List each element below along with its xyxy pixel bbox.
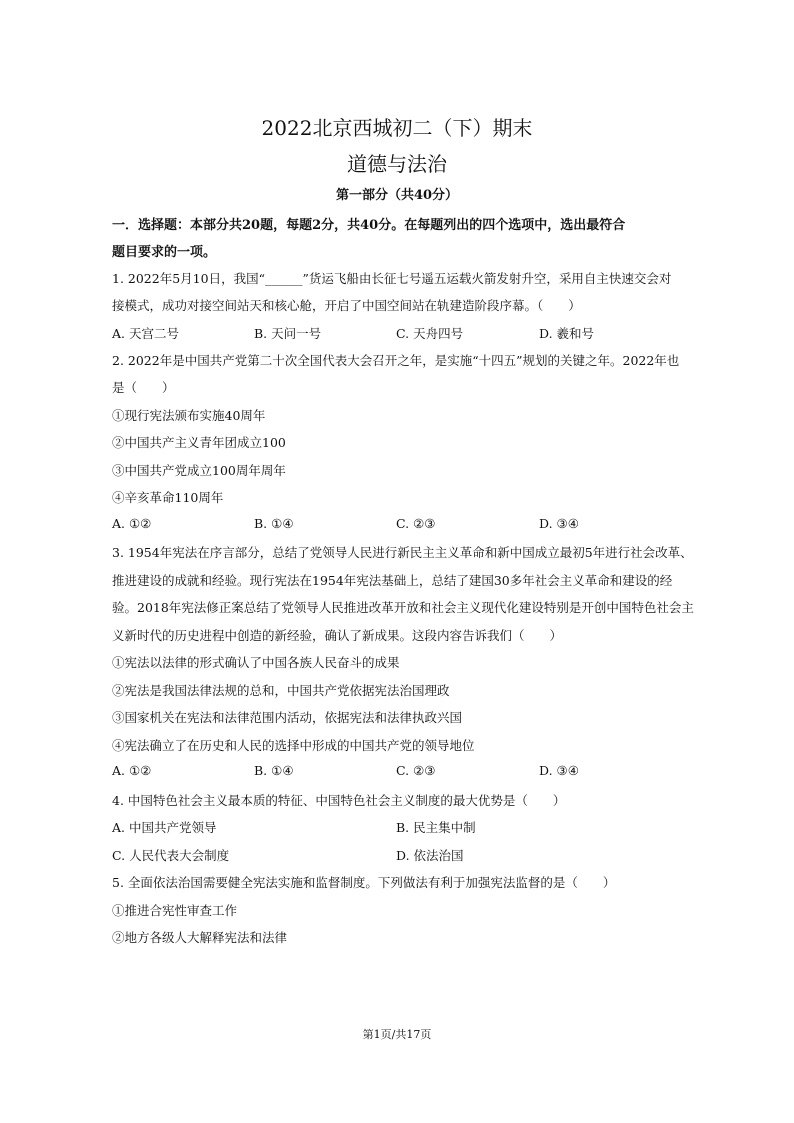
q2-item-4: ④辛亥革命110周年 xyxy=(112,490,224,505)
q4-option-d: D. 依法治国 xyxy=(396,848,464,863)
q4-option-a: A. 中国共产党领导 xyxy=(112,820,217,835)
q5-item-1: ①推进合宪性审查工作 xyxy=(112,903,238,918)
section-instruction-line1: 一．选择题：本部分共20题，每题2分，共40分。在每题列出的四个选项中，选出最符合 xyxy=(112,218,626,233)
subject-title: 道德与法治 xyxy=(347,152,447,176)
q1-stem-line1: 1. 2022年5月10日，我国“______”货运飞船由长征七号遥五运载火箭发射升空，采用自主快速交会对 xyxy=(112,271,672,286)
q3-option-c: C. ②③ xyxy=(396,763,436,778)
q3-item-4: ④宪法确立了在历史和人民的选择中形成的中国共产党的领导地位 xyxy=(112,738,475,753)
section-instruction-line2: 题目要求的一项。 xyxy=(112,245,217,260)
q1-option-c: C. 天舟四号 xyxy=(396,326,464,341)
q1-option-b: B. 天问一号 xyxy=(254,326,322,341)
q3-stem-line3: 验。2018年宪法修正案总结了党领导人民推进改革开放和社会主义现代化建设特别是开创中国特色社会主 xyxy=(112,600,694,615)
q3-stem-line2: 推进建设的成就和经验。现行宪法在1954年宪法基础上，总结了建国30多年社会主义革命和建设的经 xyxy=(112,573,673,588)
q2-option-d: D. ③④ xyxy=(539,516,579,531)
page-title: 2022北京西城初二（下）期末 xyxy=(261,116,533,140)
q4-option-b: B. 民主集中制 xyxy=(396,820,476,835)
q2-stem-line1: 2. 2022年是中国共产党第二十次全国代表大会召开之年，是实施“十四五”规划的关键之年。2022年也 xyxy=(112,353,680,368)
q2-item-1: ①现行宪法颁布实施40周年 xyxy=(112,408,266,423)
q2-option-c: C. ②③ xyxy=(396,516,436,531)
q4-option-c: C. 人民代表大会制度 xyxy=(112,848,230,863)
q1-option-a: A. 天宫二号 xyxy=(112,326,179,341)
page-number: 第1页/共17页 xyxy=(362,1028,432,1041)
q3-item-2: ②宪法是我国法律法规的总和，中国共产党依据宪法治国理政 xyxy=(112,683,450,698)
q3-option-b: B. ①④ xyxy=(254,763,294,778)
q5-stem-line1: 5. 全面依法治国需要健全宪法实施和监督制度。下列做法有利于加强宪法监督的是（ ） xyxy=(112,875,616,890)
q2-item-2: ②中国共产主义青年团成立100 xyxy=(112,435,286,450)
q3-item-1: ①宪法以法律的形式确认了中国各族人民奋斗的成果 xyxy=(112,655,400,670)
part-heading: 第一部分（共40分） xyxy=(335,188,459,203)
q1-option-d: D. 羲和号 xyxy=(539,326,595,341)
q5-item-2: ②地方各级人大解释宪法和法律 xyxy=(112,930,288,945)
q3-stem-line1: 3. 1954年宪法在序言部分，总结了党领导人民进行新民主主义革命和新中国成立最初5年进行社会改革、 xyxy=(112,545,693,560)
q2-option-b: B. ①④ xyxy=(254,516,294,531)
q2-item-3: ③中国共产党成立100周年周年 xyxy=(112,463,286,478)
q1-stem-line2: 接模式，成功对接空间站天和核心舱，开启了中国空间站在轨建造阶段序幕。（ ） xyxy=(112,298,581,313)
q2-option-a: A. ①② xyxy=(112,516,152,531)
q4-stem-line1: 4. 中国特色社会主义最本质的特征、中国特色社会主义制度的最大优势是（ ） xyxy=(112,793,566,808)
q3-stem-line4: 义新时代的历史进程中创造的新经验，确认了新成果。这段内容告诉我们（ ） xyxy=(112,628,563,643)
q2-stem-line2: 是（ ） xyxy=(112,380,175,395)
q3-option-d: D. ③④ xyxy=(539,763,579,778)
q3-item-3: ③国家机关在宪法和法律范围内活动，依据宪法和法律执政兴国 xyxy=(112,710,463,725)
q3-option-a: A. ①② xyxy=(112,763,152,778)
